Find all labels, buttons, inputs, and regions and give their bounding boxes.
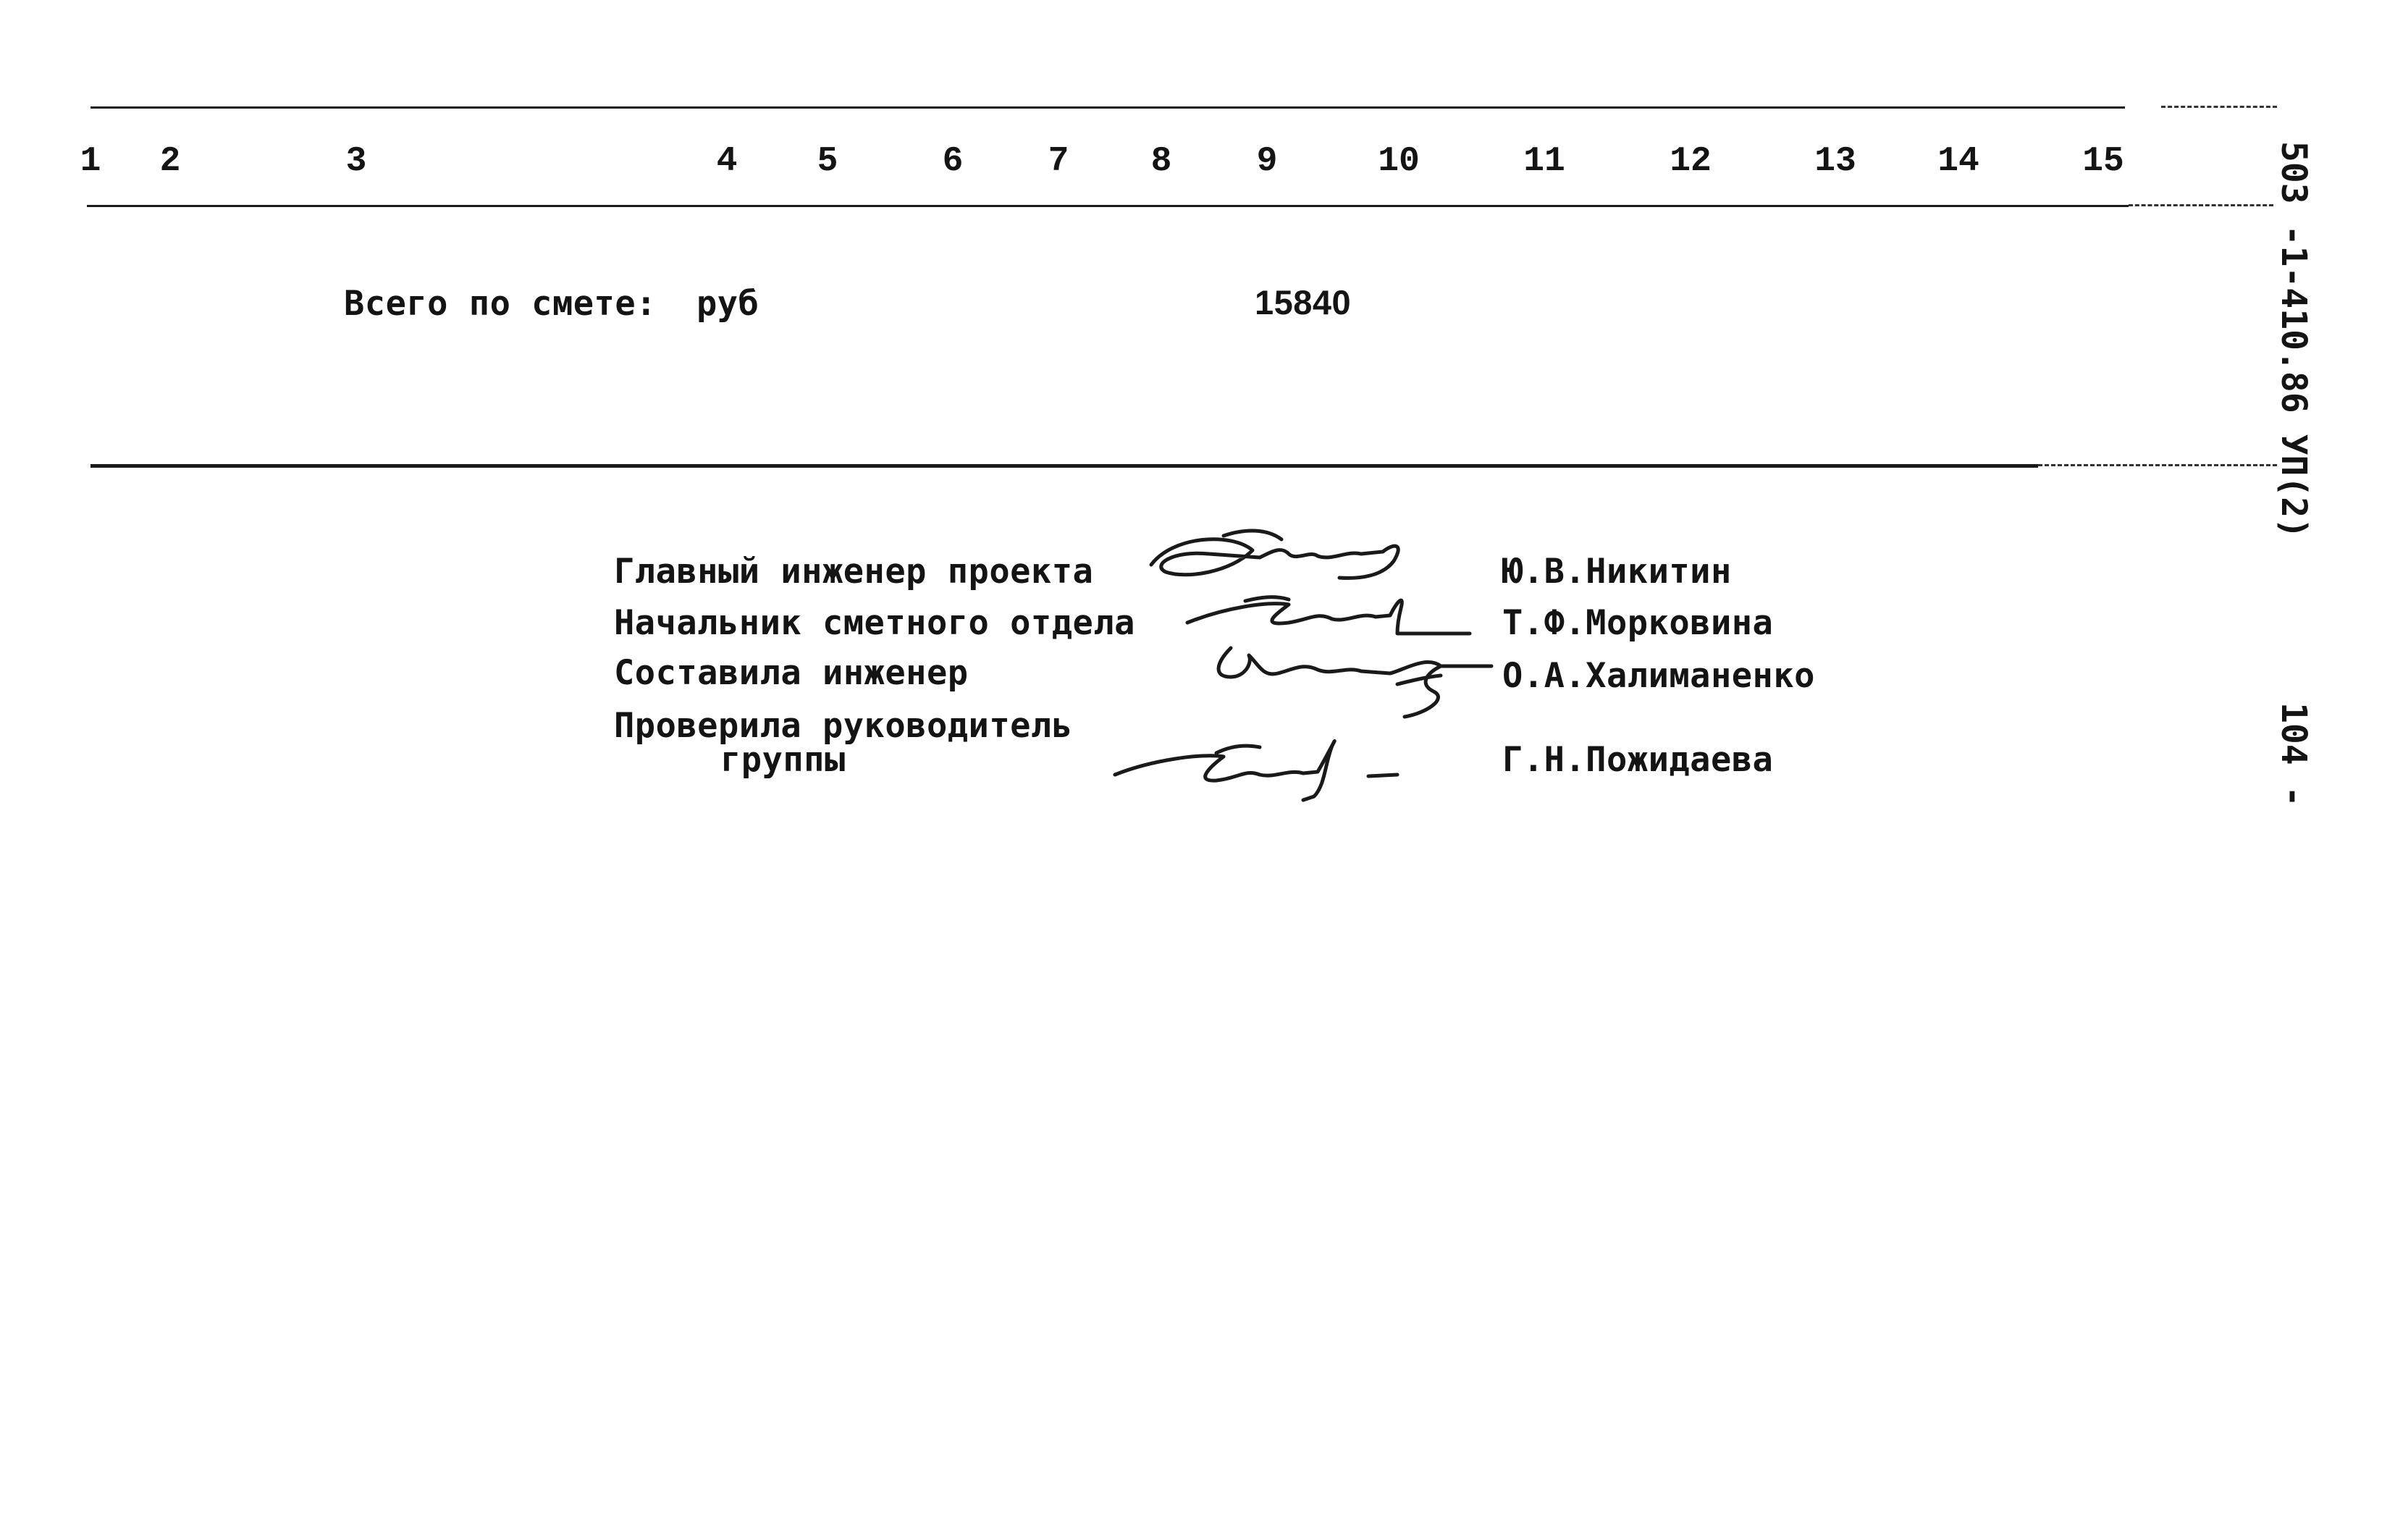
signatory-title: Проверила руководитель (614, 706, 1073, 746)
signature-group-head (1108, 724, 1412, 804)
total-value: 15840 (1255, 283, 1352, 321)
signatory-name: Ю.В.Никитин (1502, 552, 1732, 592)
signature-compiler (1209, 634, 1499, 728)
document-code: 503 -1-410.86 УП(2) (2273, 141, 2314, 539)
column-number: 8 (1150, 142, 1172, 181)
column-number: 9 (1256, 142, 1278, 181)
column-number: 1 (80, 142, 101, 181)
column-number: 2 (159, 142, 181, 181)
signatory-title: Главный инженер проекта (614, 552, 1094, 592)
column-number: 10 (1378, 142, 1420, 181)
signatory-title: Начальник сметного отдела (614, 603, 1135, 643)
totals-bottom-rule (91, 464, 2038, 468)
header-top-rule (91, 106, 2125, 109)
column-number: 4 (716, 142, 738, 181)
signatory-title-continued: группы (720, 740, 846, 780)
page-number: 104 - (2273, 702, 2314, 807)
column-number: 5 (817, 142, 838, 181)
total-unit: руб (696, 284, 759, 324)
signatory-title: Составила инженер (614, 653, 969, 693)
column-number: 15 (2082, 142, 2124, 181)
column-number: 7 (1048, 142, 1069, 181)
signatory-name: О.А.Халиманенко (1502, 656, 1815, 696)
column-number: 14 (1937, 142, 1979, 181)
header-top-rule-tail (2161, 106, 2277, 108)
column-number: 13 (1814, 142, 1856, 181)
signatory-name: Т.Ф.Морковина (1502, 603, 1774, 643)
column-number: 11 (1523, 142, 1565, 181)
total-label: Всего по смете: (344, 284, 657, 324)
column-number: 3 (345, 142, 367, 181)
header-bottom-rule (87, 205, 2129, 207)
signatory-name: Г.Н.Пожидаева (1502, 740, 1774, 780)
column-number: 12 (1670, 142, 1712, 181)
header-bottom-rule-tail (2129, 204, 2273, 206)
totals-bottom-rule-tail (2038, 464, 2277, 466)
column-number: 6 (942, 142, 964, 181)
